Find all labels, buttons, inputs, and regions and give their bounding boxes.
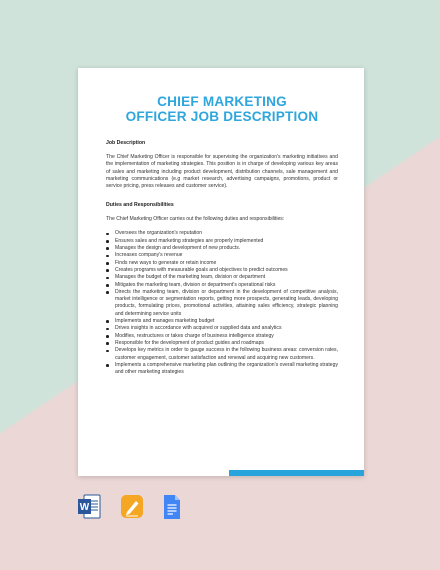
duty-text: Drives insights in accordance with acquired or supplied data and analytics [115, 325, 282, 332]
bullet-icon [106, 240, 109, 243]
bullet-icon [106, 277, 109, 280]
list-item [106, 274, 338, 281]
duty-text: Responsible for the development of product guides and roadmaps [115, 339, 264, 346]
duty-text: Increases company's revenue [115, 252, 183, 259]
bullet-icon [106, 269, 109, 272]
bullet-icon [106, 364, 109, 367]
bullet-icon [106, 320, 109, 323]
list-item [106, 252, 338, 259]
list-item [106, 267, 338, 274]
duty-text: Creates programs with measurable goals and objectives to predict outcomes [115, 266, 288, 273]
duty-text: Oversees the organization's reputation [115, 230, 203, 237]
word-icon[interactable] [78, 494, 102, 520]
pages-icon[interactable] [120, 494, 144, 520]
list-item [106, 333, 338, 340]
section-heading-job-description: Job Description [106, 140, 146, 146]
bullet-icon [106, 284, 109, 287]
bullet-icon [106, 262, 109, 265]
list-item [106, 230, 338, 237]
list-item [106, 340, 338, 347]
duty-text: Manages the design and development of new products. [115, 245, 241, 252]
duty-text: Implements a comprehensive marketing plan outlining the organization's overall marketing strategy and other marketing strategies [115, 361, 338, 376]
bullet-icon [106, 342, 109, 345]
accent-bar [229, 470, 364, 476]
duty-text: Develops key metrics in order to gauge success in the following business areas: conversion rates, customer engagement, customer satisfaction and renewal and acquiring new customers. [115, 347, 338, 361]
section-heading-duties: Duties and Responsibilities [106, 202, 174, 209]
duty-text: Manages the budget of the marketing team, division or department [115, 274, 266, 281]
list-item [106, 362, 338, 377]
google-docs-icon[interactable] [160, 494, 184, 520]
bullet-icon [106, 247, 109, 250]
list-item [106, 289, 338, 318]
list-item [106, 318, 338, 325]
duty-text: Mitigates the marketing team, division or department's operational risks [115, 281, 276, 288]
bullet-icon [106, 350, 109, 353]
duties-intro: The Chief Marketing Officer carries out the following duties and responsibilities: [106, 216, 285, 223]
duty-text: Finds new ways to generate or retain income [115, 259, 217, 266]
list-item [106, 245, 338, 252]
job-description-paragraph: The Chief Marketing Officer is responsible for supervising the organization's marketing initiatives and the implementation of marketing strategies. This position is in charge of developing various key areas of sales and marketing including product development, distribution channels, sale management and marketing communications (e.g market research, advertising campaigns, promotions, product or service pricing, press releases and customer service). [106, 154, 338, 190]
svg-text:W: W [79, 502, 90, 513]
list-item [106, 347, 338, 362]
bullet-icon [106, 335, 109, 338]
duties-list [106, 230, 338, 376]
document-page [78, 68, 364, 476]
bullet-icon [106, 255, 109, 258]
duty-text: Modifies, restructures or takes charge of business intelligence strategy [115, 332, 274, 339]
duty-text: Ensures sales and marketing strategies are properly implemented [115, 237, 264, 244]
document-title [106, 94, 338, 124]
bullet-icon [106, 291, 109, 294]
bullet-icon [106, 233, 109, 236]
list-item [106, 325, 338, 332]
list-item [106, 238, 338, 245]
duty-text: Implements and manages marketing budget [115, 318, 215, 325]
list-item [106, 260, 338, 267]
title-line-1: CHIEF MARKETING [157, 94, 287, 109]
title-line-2: OFFICER JOB DESCRIPTION [125, 109, 319, 124]
bullet-icon [106, 328, 109, 331]
duty-text: Directs the marketing team, division or department in the development of competitive analysis, market intelligence or segmentation reports, getting more prospects, generating leads, developing products, formulating prices, promotional activities, attaining sales efficiency, strategic planning and determining service units [115, 288, 338, 317]
list-item [106, 282, 338, 289]
